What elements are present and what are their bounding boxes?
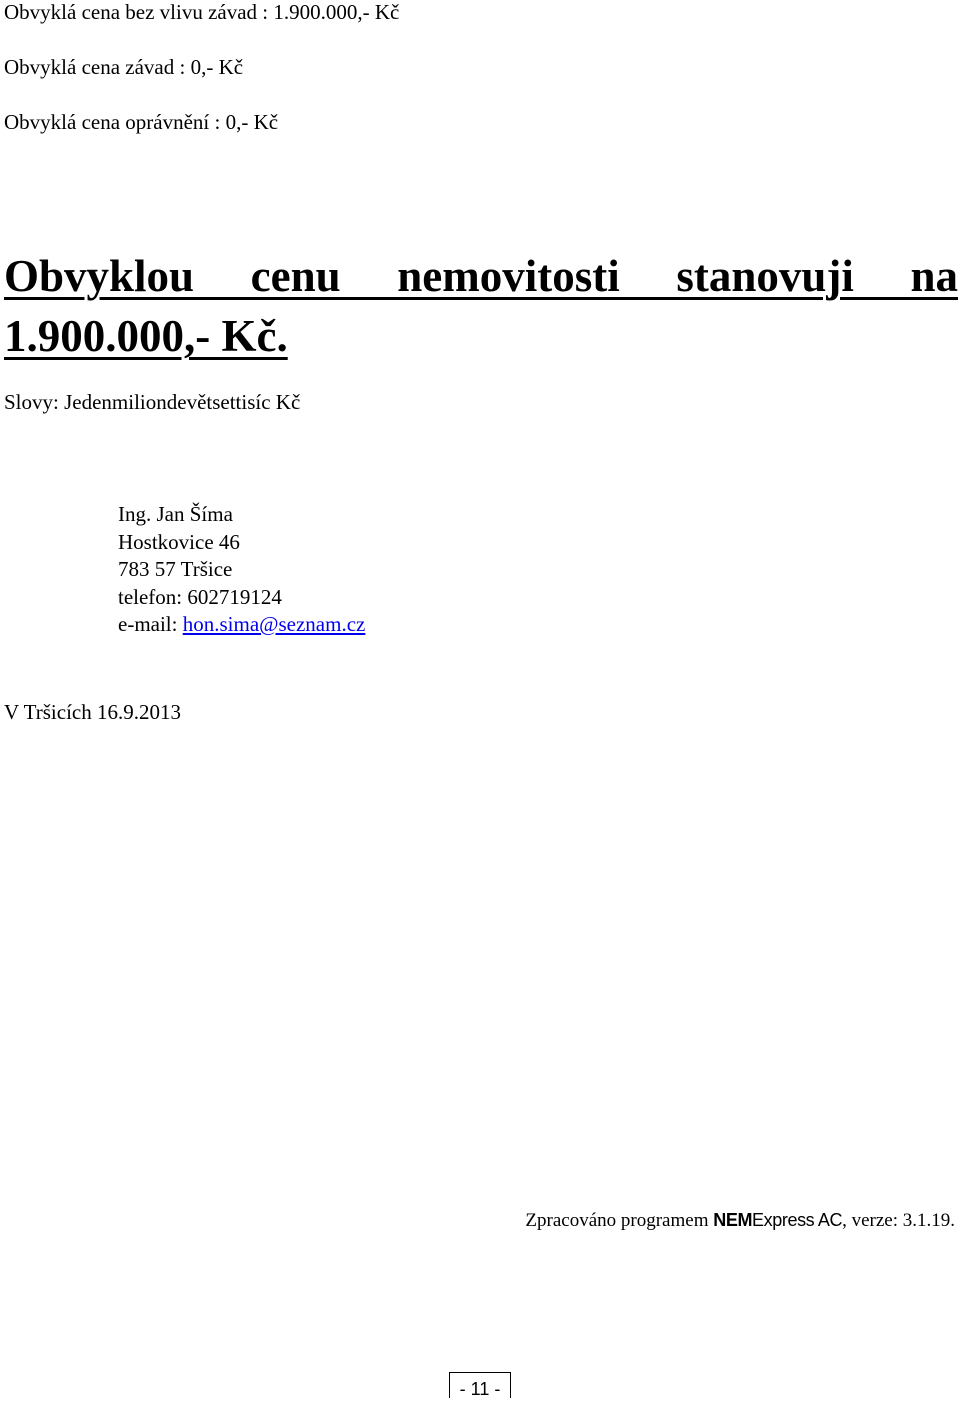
price-in-words: Slovy: Jedenmiliondevětsettisíc Kč (4, 390, 301, 414)
software-brand (713, 1210, 842, 1230)
appraiser-city: 783 57 Tršice (118, 557, 233, 581)
appraiser-street: Hostkovice 46 (118, 529, 240, 554)
price-without-defects: Obvyklá cena bez vlivu závad : 1.900.000,- Kč (4, 0, 400, 24)
credit-prefix: Zpracováno programem (525, 1210, 714, 1231)
price-rights: Obvyklá cena oprávnění : 0,- Kč (4, 110, 279, 134)
email-label: e-mail: (118, 612, 183, 636)
brand-rest: Express AC (752, 1210, 843, 1230)
software-credit (525, 1208, 955, 1233)
brand-strong: NEM (713, 1210, 753, 1230)
appraiser-contact (118, 501, 365, 639)
credit-suffix: , verze: 3.1.19. (842, 1210, 955, 1231)
valuation-statement: Obvyklou cenu nemovitosti stanovuji na 1.900.000,- Kč. (4, 251, 958, 361)
email-link[interactable]: hon.sima@seznam.cz (182, 612, 366, 636)
appraiser-name: Ing. Jan Šíma (118, 502, 233, 526)
appraiser-email-line (118, 611, 365, 639)
place-and-date: V Tršicích 16.9.2013 (4, 700, 181, 724)
page-number: - 11 - (449, 1372, 511, 1398)
appraiser-phone: telefon: 602719124 (118, 584, 282, 609)
price-defects: Obvyklá cena závad : 0,- Kč (4, 55, 244, 79)
